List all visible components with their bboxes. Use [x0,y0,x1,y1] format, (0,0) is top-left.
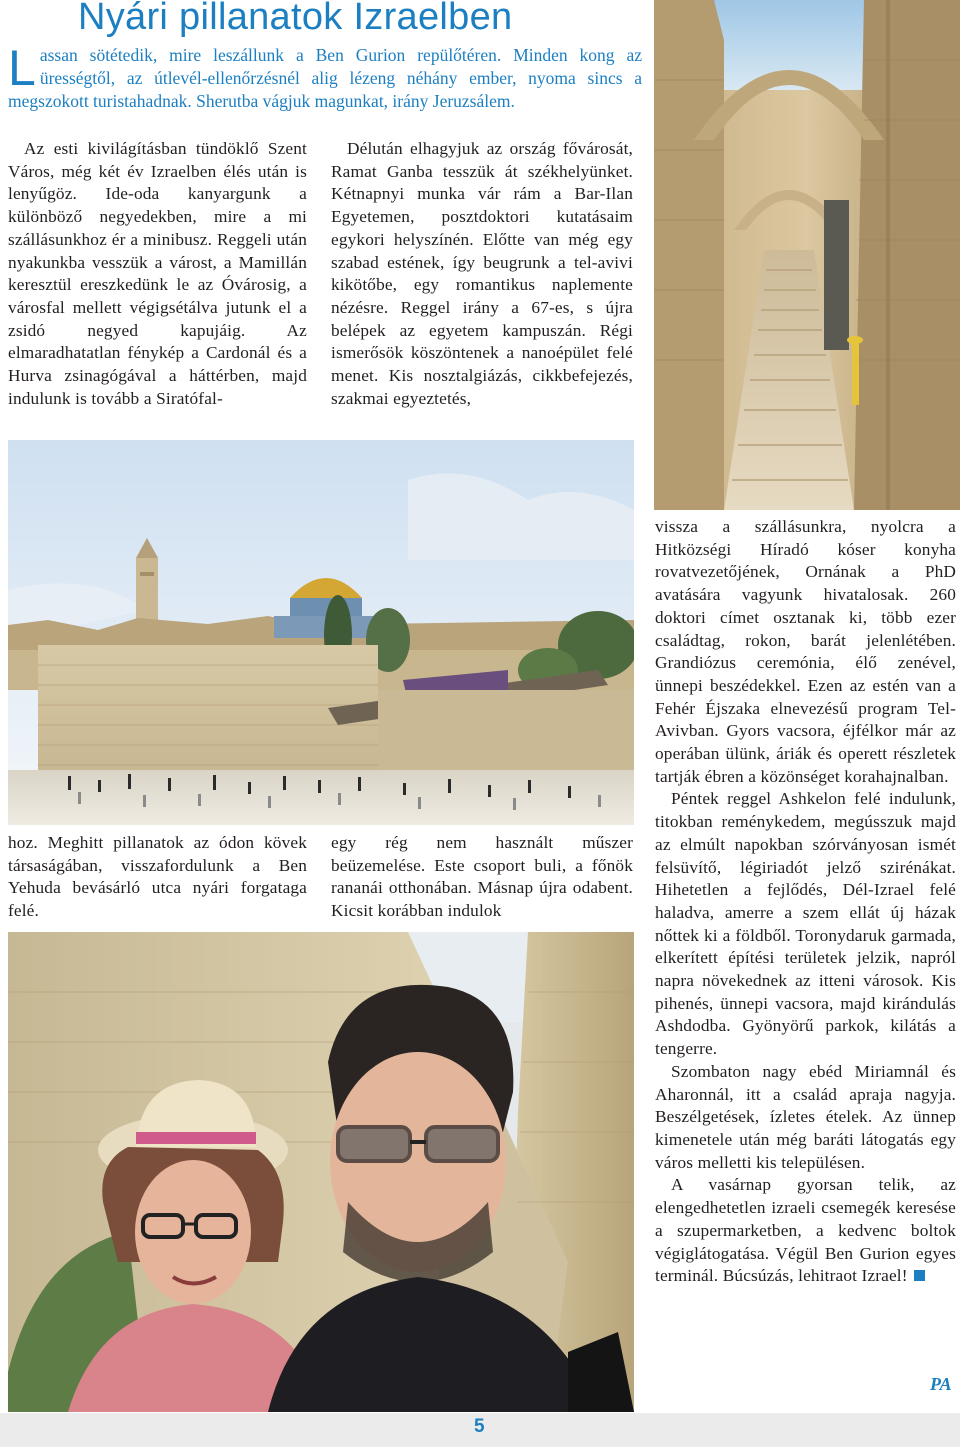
intro-text: assan sötétedik, mire leszállunk a Ben Gurion repülőtéren. Minden kong az ürességtől, az útlevél-ellenőrzésnél alig lézeng néhány ember, nyoma sincs a megszokott turistahadnak. Sherutba vágjuk magunkat, irány Jeruzsálem. [8,45,642,111]
article-title: Nyári pillanatok Izraelben [78,0,513,38]
col3-paragraph-1: vissza a szállásunkra, nyolcra a Hitközségi Híradó kóser konyha rovatvezetőjének, Ornának a PhD avatására vagyunk hivatalosak. 260 doktori címet osztanak ki, több ezer családtag, rokon, barát jelenlétében. Grandiózus ceremónia, élő zenével, ünnepi beszédekkel. Ezen az estén van a Fehér Éjszaka elnevezésű program Tel-Avivban. Gyors vacsora, éjfélkor már az operában ülünk, áriák és operett részletek tartják ébren a közönséget korahajnalban. [655,517,956,786]
column-2-top [331,138,633,410]
column-1-bottom [8,832,307,923]
dome-of-the-rock-icon [8,440,634,825]
western-wall-panorama-photo [8,440,634,825]
col3-paragraph-4 [655,1174,956,1288]
col3-paragraph-4-text: A vasárnap gyorsan telik, az elengedhetetlen izraeli csemegék keresése a szupermarketben, a kedvenc boltok végiglátogatása. Végül Ben Gurion egyes terminál. Búcsúzás, lehitraot Izrael! [655,1175,956,1286]
dropcap-letter: L [8,40,36,96]
col2-paragraph: Délután elhagyjuk az ország fővárosát, Ramat Ganba tesszük át székhelyünket. Kétnapnyi munka vár rám a Bar-Ilan Egyetemen, posztdoktori kutatásaim egykori helyszínén. Előtte van még egy szabad estének, így beugrunk a tel-avivi kikötőbe, egy romantikus naplemente nézésre. Reggel irány a 67-es, s újra belépek az egyetem kampuszán. Régi ismerősök köszöntenek a nanoépület felé menet. Kis nosztalgiázás, cikkbefejezés, szakmai egyeztetés, [331,139,633,408]
column-3 [655,516,956,1288]
page-footer [0,1413,960,1447]
couple-selfie-photo [8,932,634,1412]
stone-alley-arches-icon [654,0,960,510]
col1-continuation: hoz. Meghitt pillanatok az ódon kövek társaságában, visszafordulunk a Ben Yehuda bevásárló utca nyári forgataga felé. [8,833,307,921]
column-2-bottom [331,832,633,923]
page-number: 5 [474,1416,485,1437]
col3-paragraph-2: Péntek reggel Ashkelon felé indulunk, titokban reménykedem, megússzuk majd az elmúlt napokban szórványosan ismét felsüvítő, légiriadót jelző szirénákat. Hihetetlen a fejlődés, Dél-Izrael felé haladva, amerre a szem ellát új házak nőttek ki a földből. Toronydaruk garmada, elkerített építési területek jelzik, napról napra növekednek az itteni városok. Kis pihenés, ünnepi vacsora, majd kirándulás Ashdodba. Gyönyörű parkok, kilátás a tengerre. [655,789,956,1059]
col1-paragraph: Az esti kivilágításban tündöklő Szent Város, még két év Izraelben élés után is lenyűgöz. Ide-oda kanyargunk a különböző negyedekben, mire a mi szállásunkhoz ér a minibusz. Reggeli után nyakunkba vesszük a várost, a Mamillán keresztül ereszkedünk le az Óvárosig, a városfal mellett végigsétálva jutunk el a zsidó negyed kapujáig. Az elmaradhatatlan fénykép a Cardonál és a Hurva zsinagógával a háttérben, majd indulunk is tovább a Siratófal- [8,139,307,408]
col3-paragraph-3: Szombaton nagy ebéd Miriamnál és Aharonnál, itt a család apraja nagyja. Beszélgetések, ízletes ételek. Az ünnep kimenetele után még baráti látogatás egy város melletti kis településen. [655,1061,956,1172]
end-of-article-square-icon [914,1270,925,1281]
col2-continuation: egy rég nem használt műszer beüzemelése. Este csoport buli, a főnök rananái otthonában. Másnap újra odabent. Kicsit korábban indulok [331,833,633,921]
selfie-at-old-city-walls-icon [8,932,634,1412]
jerusalem-alley-photo [654,0,960,510]
article-intro [8,40,642,113]
column-1-top [8,138,307,410]
author-signature: PA [930,1374,952,1394]
